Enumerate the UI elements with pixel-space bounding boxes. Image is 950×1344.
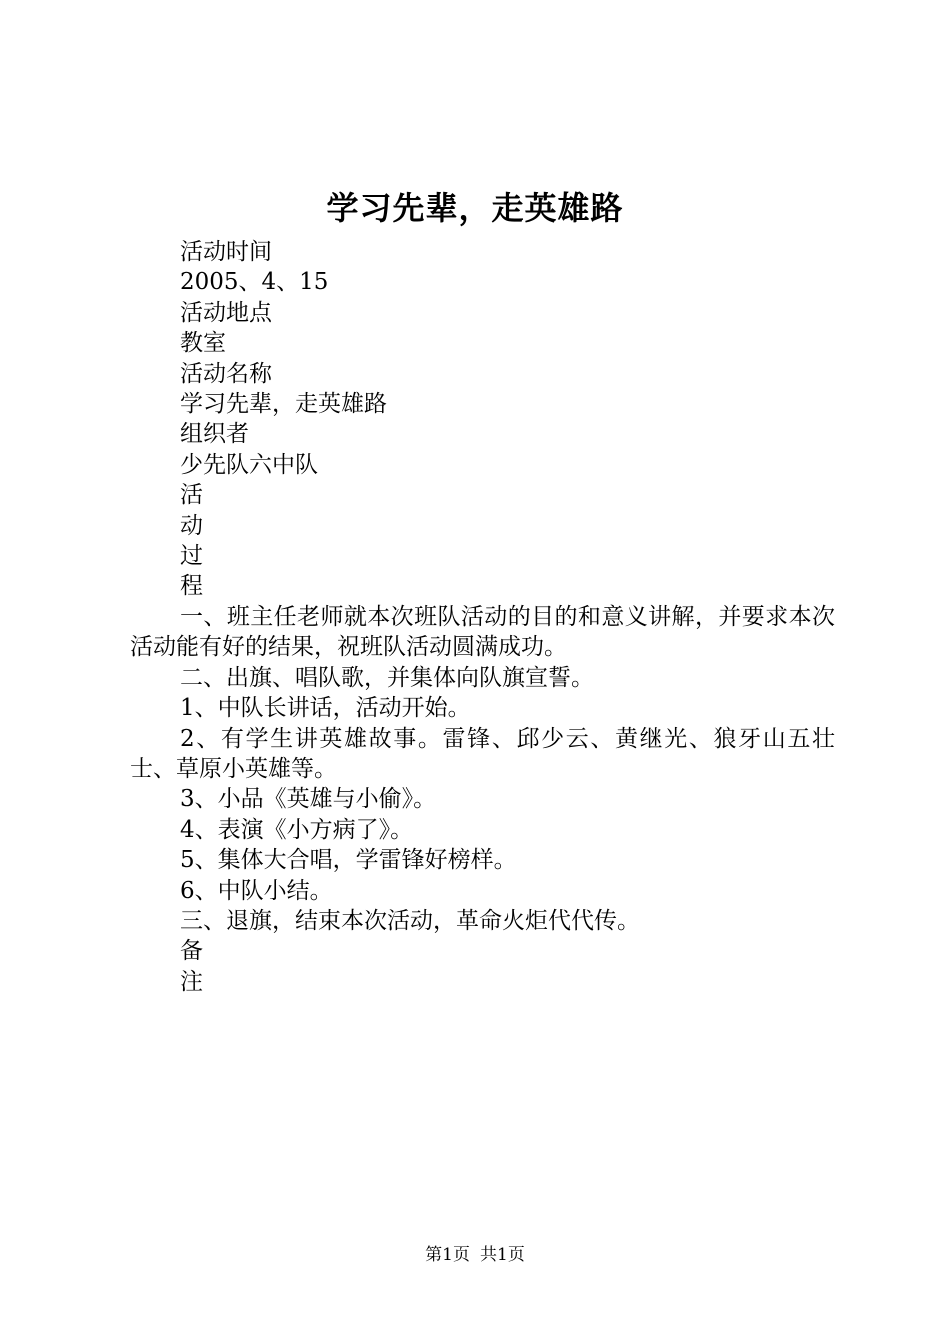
process-paragraph: 2、有学生讲英雄故事。雷锋、邱少云、黄继光、狼牙山五壮士、草原小英雄等。: [130, 725, 835, 782]
document-body: [130, 237, 835, 997]
process-paragraph: 4、表演《小方病了》。: [180, 816, 414, 843]
field-line: 过: [180, 543, 203, 570]
field-line: 组织者: [180, 421, 249, 448]
page-title: 学习先辈，走英雄路: [326, 189, 624, 227]
field-line: 动: [180, 512, 203, 539]
field-line: 活动地点: [180, 299, 272, 326]
process-paragraph: 1、中队长讲话，活动开始。: [180, 695, 471, 722]
process-paragraph: 6、中队小结。: [180, 877, 333, 904]
field-line: 少先队六中队: [180, 451, 318, 478]
field-line: 程: [180, 573, 203, 600]
field-line: 活: [180, 482, 203, 509]
process-paragraph: 一、班主任老师就本次班队活动的目的和意义讲解，并要求本次活动能有好的结果，祝班队活动圆满成功。: [130, 603, 835, 661]
process-paragraph: 三、退旗，结束本次活动，革命火炬代代传。: [180, 907, 640, 934]
page-number: 第1页: [425, 1245, 470, 1265]
field-line: 学习先辈，走英雄路: [180, 391, 387, 418]
field-line: 教室: [180, 330, 226, 357]
field-line: 2005、4、15: [180, 269, 329, 296]
page-total: 共1页: [480, 1245, 525, 1265]
page-footer: [0, 1243, 950, 1267]
field-line: 活动名称: [180, 360, 272, 387]
remarks-line: 备: [180, 938, 203, 965]
process-paragraph: 二、出旗、唱队歌，并集体向队旗宣誓。: [180, 664, 594, 691]
field-line: 活动时间: [180, 239, 272, 265]
process-paragraph: 3、小品《英雄与小偷》。: [180, 786, 437, 813]
remarks-line: 注: [180, 968, 203, 995]
process-paragraph: 5、集体大合唱，学雷锋好榜样。: [180, 847, 517, 874]
